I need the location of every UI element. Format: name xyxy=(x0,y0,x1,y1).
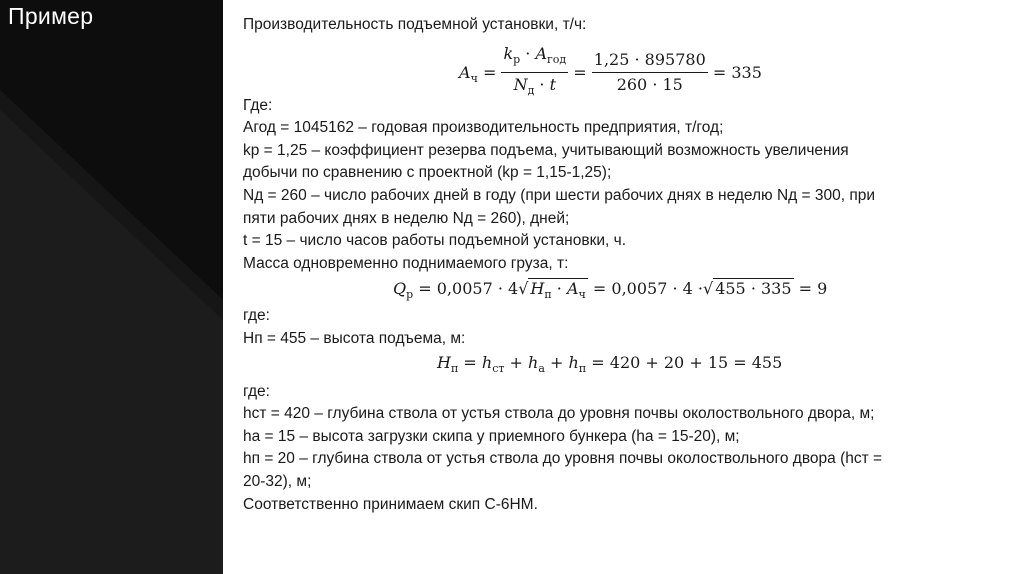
math-var: h xyxy=(568,352,579,372)
text-line: Производительность подъемной установки, т/ч: xyxy=(243,16,587,33)
math-sub: а xyxy=(538,361,545,375)
math-var: Q xyxy=(393,279,407,299)
radical: 455 · 335 xyxy=(715,279,792,299)
math-var: h xyxy=(528,352,539,372)
math-var: A xyxy=(535,43,548,63)
formula-result: = 9 xyxy=(798,279,828,299)
slide-title: Пример xyxy=(8,3,94,29)
fraction-symbolic: $\frac{k_р \cdot A_{год}}{N_д \cdot t}$ xyxy=(503,43,567,98)
fraction-numeric xyxy=(592,49,708,97)
math-var: t xyxy=(549,75,557,95)
math-sub: ч xyxy=(578,288,586,302)
formula-load-mass-expression: $Q_р = 0,0057 \cdot 4√$ $H_п \cdot A_ч = 0,0057 \cdot 4$ ·√ 455 · 335 = 9 xyxy=(393,279,828,302)
math-sub: д xyxy=(527,84,535,98)
text-line: пяти рабочих днях в неделю Nд = 260), дней; xyxy=(243,209,570,227)
formula-lift-height-expression: $H_п = h_{ст} + h_а + h_п = 420 + 20 + 15 = 455$ xyxy=(437,352,783,375)
math-var: N xyxy=(513,75,528,95)
text-line: hст = 420 – глубина ствола от устья ствола до уровня почвы околоствольного двора, м; xyxy=(243,405,875,423)
math-sub: р xyxy=(513,52,521,66)
text-line: hа = 15 – высота загрузки скипа у приемного бункера (hа = 15-20), м; xyxy=(243,427,740,445)
math-var: A xyxy=(566,279,579,299)
formula-result: = 420 + 20 + 15 = 455 xyxy=(591,352,783,372)
fraction-numerator: 1,25 · 895780 xyxy=(593,49,706,69)
text-line: Нп = 455 – высота подъема, м: xyxy=(243,329,466,347)
math-var: h xyxy=(481,352,493,372)
radical: $H_п \cdot A_ч$ xyxy=(530,279,586,302)
math-sub: ч xyxy=(470,71,478,85)
math-sub: ст xyxy=(492,361,505,375)
sidebar-decoration xyxy=(0,0,223,574)
text-line: Где: xyxy=(243,96,273,114)
formula-load-mass xyxy=(243,275,1013,305)
text-line: kр = 1,25 – коэффициент резерва подъема, учитывающий возможность увеличения xyxy=(243,141,849,159)
math-sub: п xyxy=(578,361,587,375)
text-line: где: xyxy=(243,307,270,325)
sidebar-panel xyxy=(0,0,223,574)
math-var: H xyxy=(437,352,451,372)
text-line: Соответственно принимаем скип С-6НМ. xyxy=(243,495,538,513)
text-line: Масса одновременно поднимаемого груза, т: xyxy=(243,254,569,272)
formula-lift-height xyxy=(243,351,1013,381)
text-line: добычи по сравнению с проектной (kр = 1,15-1,25); xyxy=(243,164,612,182)
math-var: k xyxy=(503,43,514,63)
math-sub: п xyxy=(450,361,459,375)
formula-capacity-expression: $A_ч$ = $\frac{k_р \cdot A_{год}}{N_д \cdot t}$ = $\frac{1,25 \cdot 895780}{260 \cdot 15}$ = 335 xyxy=(459,43,762,104)
math-sub: п xyxy=(544,288,552,302)
text-line: Агод = 1045162 – годовая производительность предприятия, т/год; xyxy=(243,119,724,137)
slide-content xyxy=(243,14,1013,516)
math-var: H xyxy=(530,279,545,299)
math-sub: год xyxy=(547,52,567,66)
formula-capacity xyxy=(243,37,1013,98)
math-coefficient: = 0,0057 · 4 xyxy=(418,279,519,299)
text-line: Nд = 260 – число рабочих дней в году (при шести рабочих днях в неделю Nд = 300, при xyxy=(243,186,876,204)
text-line: где: xyxy=(243,382,270,400)
fraction-denominator: 260 · 15 xyxy=(616,75,683,95)
text-line: t = 15 – число часов работы подъемной установки, ч. xyxy=(243,232,627,250)
text-line: hп = 20 – глубина ствола от устья ствола до уровня почвы околоствольного двора (hст = xyxy=(243,450,883,468)
math-sub: р xyxy=(406,288,414,302)
text-line: 20-32), м; xyxy=(243,472,312,490)
formula-result: = 335 xyxy=(712,62,762,82)
math-var: A xyxy=(459,62,471,82)
math-coefficient: = 0,0057 · 4 · xyxy=(592,279,703,299)
